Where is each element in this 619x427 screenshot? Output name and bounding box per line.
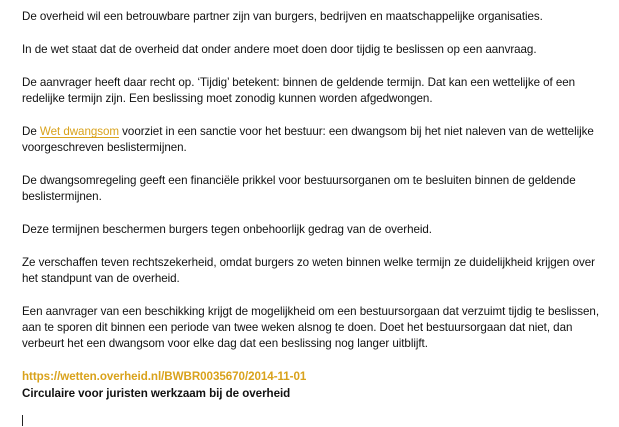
paragraph-7: Ze verschaffen teven rechtszekerheid, omdat burgers zo weten binnen welke termijn ze duidelijkheid krijgen over het standpunt van de overheid. (22, 256, 595, 285)
paragraph-3: De aanvrager heeft daar recht op. ‘Tijdig’ betekent: binnen de geldende termijn. Dat kan een wettelijke of een redelijke termijn zijn. Een beslissing moet zonodig kunnen worden afgedwongen. (22, 76, 576, 105)
source-url-link[interactable]: https://wetten.overheid.nl/BWBR0035670/2014-11-01 (22, 370, 307, 383)
wet-dwangsom-link[interactable]: Wet dwangsom (39, 125, 119, 138)
text-cursor[interactable] (22, 415, 23, 426)
paragraph-2: In de wet staat dat de overheid dat onder andere moet doen door tijdig te beslissen op een aanvraag. (22, 43, 537, 56)
paragraph-5: De dwangsomregeling geeft een financiële prikkel voor bestuursorganen om te besluiten binnen de geldende beslistermijnen. (22, 174, 576, 203)
paragraph-4-suffix: voorziet in een sanctie voor het bestuur: een dwangsom bij het niet naleven van de wettelijke voorgeschreven beslistermijnen. (22, 125, 594, 154)
paragraph-4 (22, 124, 612, 156)
paragraph-8: Een aanvrager van een beschikking krijgt de mogelijkheid om een bestuursorgaan dat verzuimt tijdig te beslissen, aan te sporen dit binnen een periode van twee weken alsnog te doen. Doet het bestuursorgaan dat niet, dan verbeurt het een dwangsom voor elke dag dat een beslissing nog langer uitblijft. (22, 305, 599, 350)
source-title: Circulaire voor juristen werkzaam bij de overheid (22, 387, 291, 400)
paragraph-1: De overheid wil een betrouwbare partner zijn van burgers, bedrijven en maatschappelijke organisaties. (22, 10, 543, 23)
document-body (22, 9, 612, 402)
paragraph-6: Deze termijnen beschermen burgers tegen onbehoorlijk gedrag van de overheid. (22, 223, 432, 236)
paragraph-4-prefix: De (22, 125, 40, 138)
